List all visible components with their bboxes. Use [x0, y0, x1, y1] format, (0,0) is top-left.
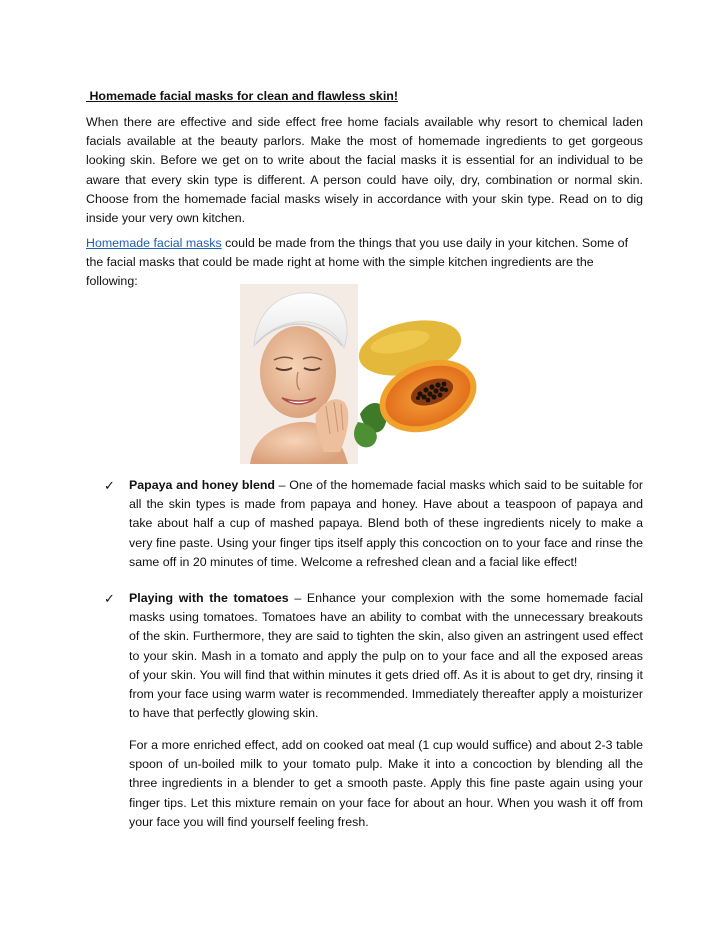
checkmark-icon: ✓: [104, 591, 115, 606]
second-paragraph: [86, 234, 643, 292]
bullet-heading: Papaya and honey blend: [129, 478, 275, 492]
oatmeal-paragraph: For a more enriched effect, add on cooked oat meal (1 cup would suffice) and about 2-3 table spoon of un-boiled milk to your tomato pulp. Make it into a concoction by blending all the three ingredients in a blender to get a smooth paste. Apply this fine paste again using your finger tips. Let this mixture remain on your face for about an hour. When you wash it off from your face you will find yourself feeling fresh.: [129, 738, 643, 829]
intro-paragraph: When there are effective and side effect free home facials available why resort to chemical laden facials available at the beauty parlors. Make the most of homemade ingredients to get gorgeous looking skin. Before we get on to write about the facial masks it is essential for an individual to be aware that every skin type is different. A person could have oily, dry, combination or normal skin. Choose from the homemade facial masks wisely in accordance with your skin type. Read on to dig inside your very own kitchen.: [86, 115, 643, 226]
document-title: Homemade facial masks for clean and flawless skin!: [86, 89, 398, 103]
bullet-text: – Enhance your complexion with the some homemade facial masks using tomatoes. Tomatoes have an ability to combat with the unnecessary breakouts of the skin. Furthermore, they are said to tighten the skin, also given an astringent used effect to your skin. Mash in a tomato and apply the pulp on to your face and all the exposed areas of your skin. You will find that within minutes it gets dried off. As it is about to get dry, rinsing it from your face using warm water is recommended. Immediately thereafter apply a moisturizer to have that perfectly glowing skin.: [129, 591, 643, 721]
bullet-heading: Playing with the tomatoes: [129, 591, 289, 605]
bullet-text: – One of the homemade facial masks which said to be suitable for all the skin types is made from papaya and honey. Have about a teaspoon of papaya and take about half a cup of mashed papaya. Blend both of these ingredients nicely to make a very fine paste. Using your finger tips itself apply this concoction on to your face and rinse the same off in 20 minutes of time. Welcome a refreshed clean and a facial like effect!: [129, 478, 643, 569]
woman-papaya-illustration: [240, 284, 484, 464]
checkmark-icon: ✓: [104, 478, 115, 493]
second-paragraph-text: could be made from the things that you use daily in your kitchen. Some of the facial masks that could be made right at home with the simple kitchen ingredients are the following:: [86, 236, 629, 289]
homemade-facial-masks-link[interactable]: Homemade facial masks: [86, 236, 222, 250]
